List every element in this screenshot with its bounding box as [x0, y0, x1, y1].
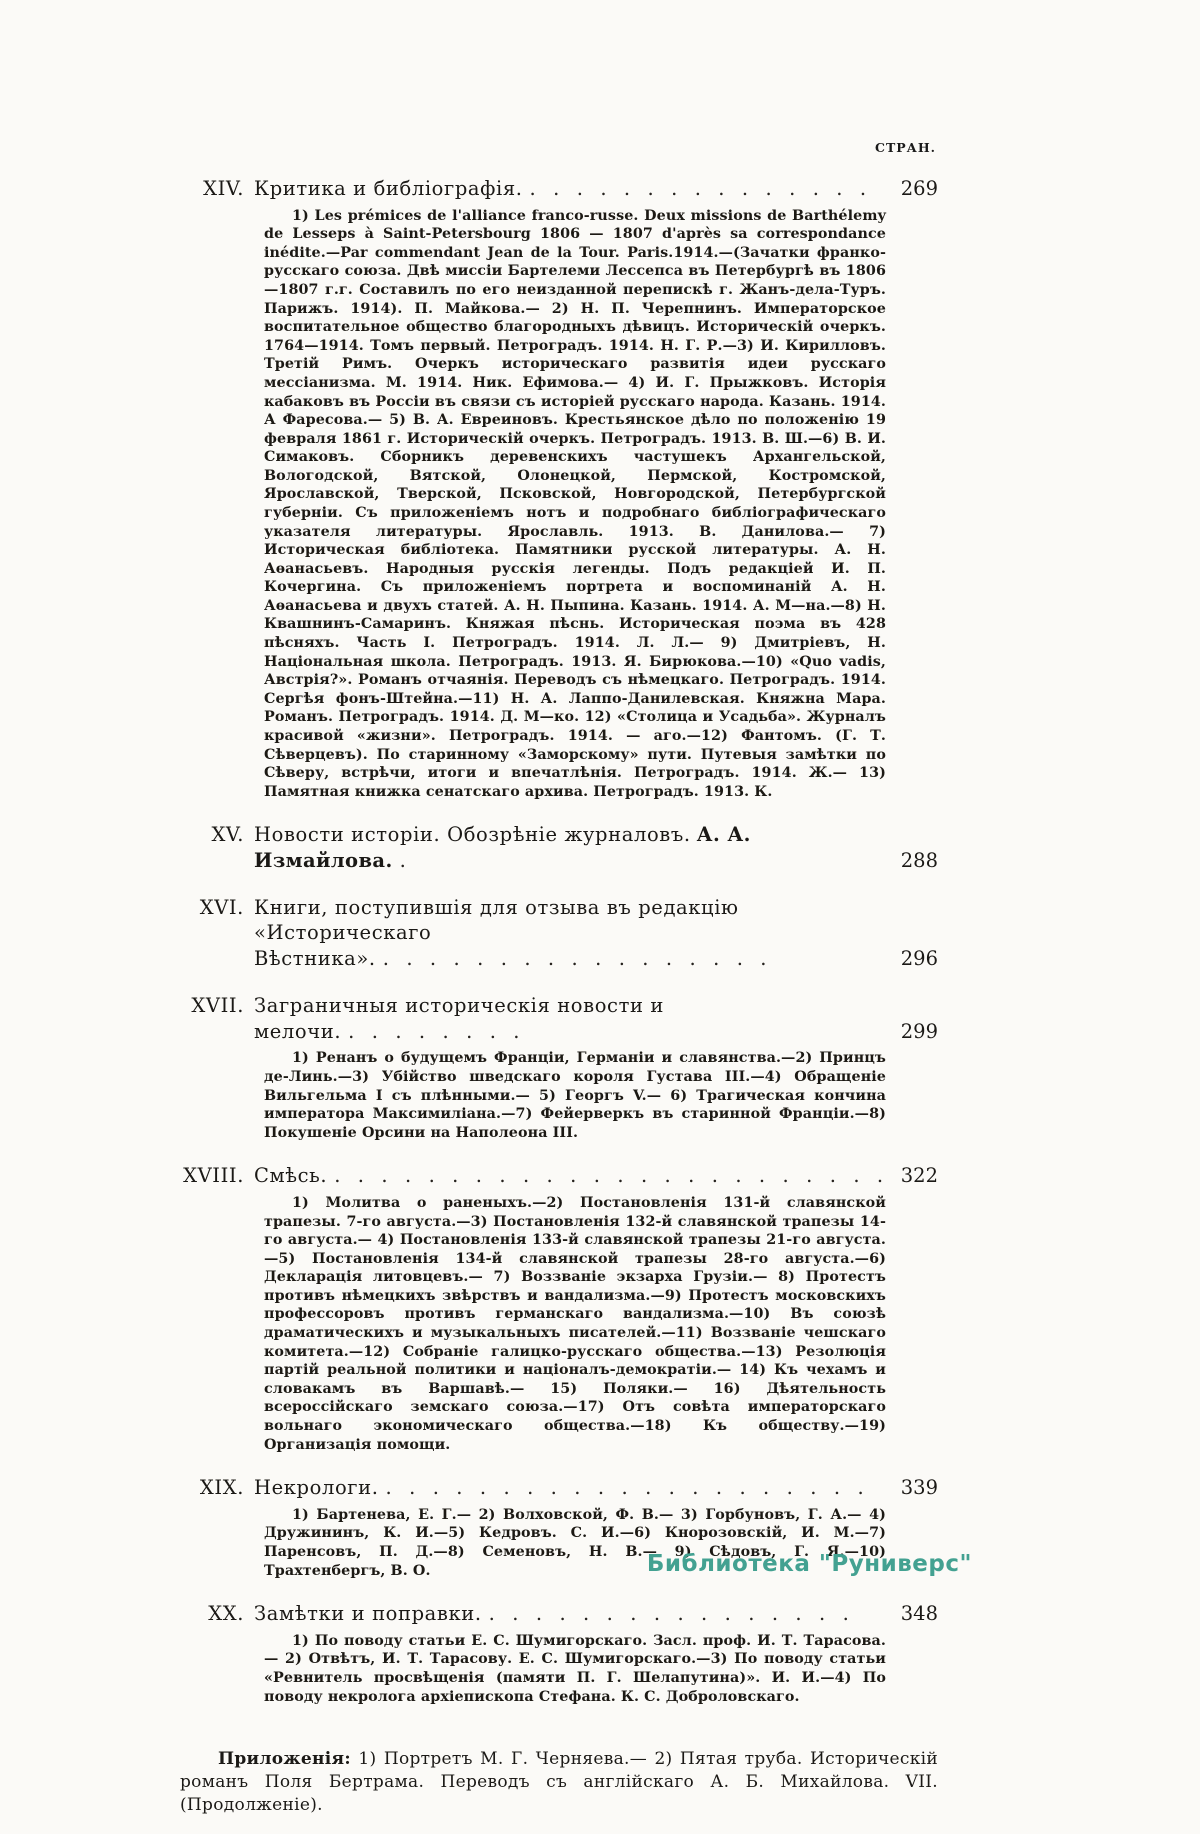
entry-title-line: [254, 895, 888, 972]
entry-head: [180, 1601, 938, 1627]
page-number: 299: [900, 1019, 938, 1043]
entry-title-line: [254, 822, 888, 873]
entry-head: [180, 993, 938, 1044]
page-number: 322: [900, 1164, 938, 1188]
page-number: 339: [900, 1476, 938, 1500]
entry-annotation: 1) Молитва о раненыхъ.—2) Постановленія 131-й славянской трапезы. 7-го августа.—3) Постановленія 132-й славянской трапезы 14-го августа.— 4) Постановленія 133-й славянской трапезы 21-го августа.—5) Постановленія 134-й славянской трапезы 28-го августа.—6) Декларація литовцевъ.— 7) Воззваніе экзарха Грузіи.— 8) Протестъ противъ нѣмецкихъ звѣрствъ и вандализма.—9) Протестъ московскихъ профессоровъ противъ германскаго вандализма.—10) Въ союзѣ драматическихъ и музыкальныхъ писателей.—11) Воззваніе чешскаго комитета.—12) Собраніе галицко-русскаго общества.—13) Резолюція партій реальной политики и націоналъ-демократіи.— 14) Къ чехамъ и словакамъ въ Варшавѣ.— 15) Поляки.— 16) Дѣятельность всероссійскаго земскаго союза.—17) Отъ совѣта императорскаго вольнаго экономическаго общества.—18) Къ обществу.—19) Организація помощи.: [264, 1195, 886, 1453]
entry-annotation: 1) Ренанъ о будущемъ Франціи, Германіи и славянства.—2) Принцъ де-Линь.—3) Убійство шведскаго короля Густава III.—4) Обращеніе Вильгельма I съ плѣнными.— 5) Георгъ V.— 6) Трагическая кончина императора Максимиліана.—7) Фейерверкъ въ старинной Франціи.—8) Покушеніе Орсини на Наполеона III.: [264, 1050, 886, 1141]
entry-numeral: XX.: [208, 1602, 244, 1626]
entry-numeral: XVII.: [191, 993, 244, 1017]
leader-dots: . . . . . . . . . . . . . . . .: [488, 1602, 850, 1626]
leader-dots: . . . . . . . . . . . . . . . . .: [382, 947, 768, 971]
entry-head: [180, 1163, 938, 1189]
entry-title: Смѣсь.: [254, 1164, 328, 1188]
entry-title-line: [254, 1163, 888, 1189]
entry-author: А. А. Измайлова.: [254, 823, 751, 872]
page-number: 288: [900, 848, 938, 872]
page-number: 348: [900, 1602, 938, 1626]
leader-dots: . . . . . . . . . . . . . . .: [529, 177, 867, 200]
appendix-label: Приложенія:: [218, 1749, 351, 1770]
toc-entry: [180, 895, 938, 972]
toc-entry: [180, 1163, 938, 1454]
entry-title: Новости исторіи. Обозрѣніе журналовъ.: [254, 823, 691, 847]
toc-entry: [180, 822, 938, 873]
toc-entry: [180, 176, 938, 801]
entry-title-line: [254, 1475, 888, 1501]
entry-annotation: 1) Les prémices de l'alliance franco-russe. Deux missions de Barthélemy de Lesseps à Saint-Petersbourg 1806 — 1807 d'après sa correspondance inédite.—Par commendant Jean de la Tour. Paris.1914.—(Зачатки франко-русскаго союза. Двѣ миссіи Бартелеми Лессепса въ Петербургѣ въ 1806—1807 г.г. Составилъ по его неизданной перепискѣ г. Жанъ-дела-Туръ. Парижъ. 1914). П. Майкова.— 2) Н. П. Черепнинъ. Императорское воспитательное общество благородныхъ дѣвицъ. Историческій очеркъ. 1764—1914. Томъ первый. Петроградъ. 1914. Н. Г. Р.—3) И. Кирилловъ. Третій Римъ. Очеркъ историческаго развитія идеи русскаго мессіанизма. М. 1914. Ник. Ефимова.— 4) И. Г. Прыжковъ. Исторія кабаковъ въ Россіи въ связи съ исторіей русскаго народа. Казань. 1914. А Фаресова.— 5) В. А. Евреиновъ. Крестьянское дѣло по положенію 19 февраля 1861 г. Историческій очеркъ. Петроградъ. 1913. В. Ш.—6) В. И. Симаковъ. Сборникъ деревенскихъ частушекъ Архангельской, Вологодской, Вятской, Олонецкой, Пермской, Костромской, Ярославской, Тверской, Псковской, Новгородской, Петербургской губерніи. Съ приложеніемъ нотъ и подробнаго библіографическаго указателя литературы. Ярославль. 1913. В. Данилова.— 7) Историческая библіотека. Памятники русской литературы. А. Н. Аѳанасьевъ. Народныя русскія легенды. Подъ редакціей И. П. Кочергина. Съ приложеніемъ портрета и воспоминаній А. Н. Аѳанасьева и двухъ статей. А. Н. Пыпина. Казань. 1914. А. М—на.—8) Н. Квашнинъ-Самаринъ. Княжая пѣснь. Историческая поэма въ 428 пѣсняхъ. Часть I. Петроградъ. 1914. Л. Л.— 9) Дмитріевъ, Н. Національная школа. Петроградъ. 1913. Я. Бирюкова.—10) «Quo vadis, Австрія?». Романъ отчаянія. Переводъ съ нѣмецкаго. Петроградъ. 1914. Сергѣя фонъ-Штейна.—11) Н. А. Лаппо-Данилевская. Княжна Мара. Романъ. Петроградъ. 1914. Д. М—ко. 12) «Столица и Усадьба». Журналъ красивой «жизни». Петроградъ. 1914. — аго.—12) Фантомъ. (Г. Т. Сѣверцевъ). По старинному «Заморскому» пути. Путевыя замѣтки по Сѣверу, встрѣчи, итоги и впечатлѣнія. Петроградъ. 1914. Ж.— 13) Памятная книжка сенатскаго архива. Петроградъ. 1913. К.: [264, 207, 886, 800]
entry-numeral: XV.: [211, 823, 244, 847]
page-number: 269: [900, 177, 938, 200]
toc-entry: [180, 993, 938, 1142]
entry-annotation: 1) Бартенева, Е. Г.— 2) Волховской, Ф. В.— 3) Горбуновъ, Г. А.— 4) Дружининъ, К. И.—5) Кедровъ. С. И.—6) Кнорозовскій, И. М.—7) Паренсовъ, П. Д.—8) Семеновъ, Н. В.— 9) Сѣдовъ, Г. Я.—10) Трахтенбергъ, В. О.: [264, 1506, 886, 1579]
entry-title: Замѣтки и поправки.: [254, 1602, 482, 1626]
entry-head: [180, 1475, 938, 1501]
runivers-library-watermark: Библиотека "Руниверс": [646, 1551, 972, 1577]
entry-head: [180, 176, 938, 202]
leader-dots: . . . . . . . . . . . . . . . . . . . . . . . .: [334, 1164, 884, 1188]
toc-content: [180, 140, 938, 1834]
leader-dots: .: [399, 848, 407, 872]
entry-annotation: 1) По поводу статьи Е. С. Шумигорскаго. Засл. проф. И. Т. Тарасова.— 2) Отвѣтъ, И. Т. Тарасову. Е. С. Шумигорскаго.—3) По поводу статьи «Ревнитель просвѣщенія (памяти П. Г. Шелапутина)». И. И.—4) По поводу некролога архіепископа Стефана. К. С. Доброловскаго.: [264, 1632, 886, 1705]
entry-title: Книги, поступившія для отзыва въ редакцію «Историческаго Вѣстника».: [254, 895, 739, 971]
entry-title-line: [254, 1601, 888, 1627]
page-column-header: СТРАН.: [875, 140, 936, 155]
page-number: 296: [900, 947, 938, 971]
leader-dots: . . . . . . . .: [348, 1019, 521, 1043]
entry-head: [180, 895, 938, 972]
entry-title-line: [254, 176, 888, 202]
entry-numeral: XVIII.: [183, 1164, 244, 1188]
leader-dots: . . . . . . . . . . . . . . . . . . . . .: [385, 1476, 865, 1500]
appendix-text: 1) Портретъ М. Г. Черняева.— 2) Пятая труба. Историческій романъ Поля Бертрама. Переводъ съ англійскаго А. Б. Михайлова. VII. (Продолженіе).: [180, 1749, 938, 1816]
entry-title: Заграничныя историческія новости и мелочи.: [254, 993, 664, 1043]
entry-title-line: [254, 993, 888, 1044]
entry-title: Критика и библіографія.: [254, 177, 523, 200]
entry-numeral: XIV.: [203, 177, 244, 200]
entry-head: [180, 822, 938, 873]
entry-title: Некрологи.: [254, 1476, 379, 1500]
entry-numeral: XVI.: [199, 895, 244, 919]
appendix-paragraph: [180, 1748, 938, 1817]
entry-numeral: XIX.: [199, 1476, 244, 1500]
toc-entry: [180, 1601, 938, 1706]
